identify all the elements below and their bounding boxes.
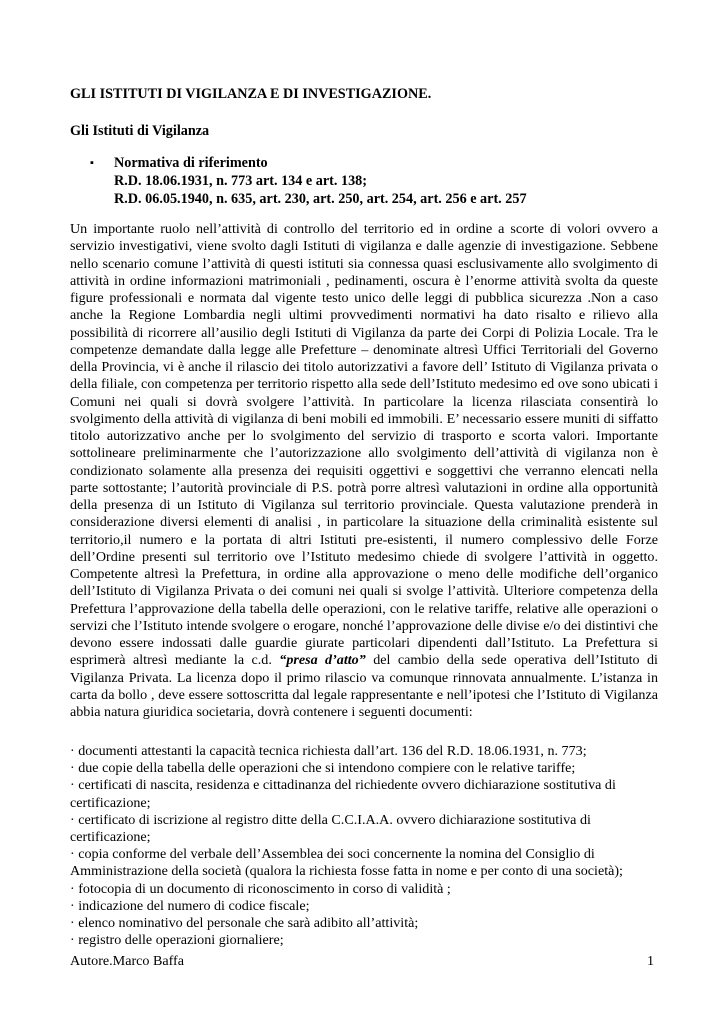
list-item: · due copie della tabella delle operazioni che si intendono compiere con le relative tariffe; [70,760,576,777]
square-bullet-icon: ▪ [90,157,94,169]
list-item: · registro delle operazioni giornaliere; [70,932,284,949]
normativa-block [70,154,660,208]
body-text-part: Un importante ruolo nell’attività di controllo del territorio ed in ordine a scorte di volori ovvero a servizio investigativi, viene svolto dagli Istituti di vigilanza e dalle agenzie di investigazione. Sebbene nello scenario comune l’attività di questi istituti sia connessa quasi esclusivamente allo svolgimento di attività in ordine informazioni matrimoniali , pedinamenti, oscura è l’enorme attività svolta da queste figure professionali e normata dal vigente testo unico delle leggi di pubblica sicurezza .Non a caso anche la Regione Lombardia negli ultimi provvedimenti normativi ha dato risalto e rilievo alla possibilità di ricorrere all’ausilio degli Istituti di Vigilanza da parte dei Corpi di Polizia Locale. Tra le competenze demandate dalla legge alle Prefetture – denominate altresì Uffici Territoriali del Governo della Provincia, vi è anche il rilascio dei titolo autorizzativi a favore dell’ Istituto di Vigilanza privata o della filiale, con competenza per territorio rispetto alla sede dell’Istituto medesimo ed ove sono ubicati i Comuni nei quali si dovrà svolgere l’attività. In particolare la licenza rilasciata consentirà lo svolgimento della attività di vigilanza di beni mobili ed immobili. E’ necessario essere muniti di siffatto titolo autorizzativo anche per lo svolgimento del servizio di trasporto e scorta valori. Importante sottolineare preliminarmente che l’autorizzazione allo svolgimento dell’attività di vigilanza non è condizionato solamente alla presenza dei requisiti oggettivi e soggettivi che verranno elencati nella parte sottostante; l’autorità provinciale di P.S. potrà porre altresì valutazioni in ordine alla opportunità della presenza di un Istituto di Vigilanza sul territorio provinciale. Questa valutazione prenderà in considerazione diversi elementi di analisi , in particolare la situazione della criminalità esistente sul territorio,il numero e la portata di altri Istituti pre-esistenti, il numero complessivo delle Forze dell’Ordine presenti sul territorio ove l’Istituto medesimo chiede di svolgere l’attività in oggetto. Competente altresì la Prefettura, in ordine alla approvazione o meno delle modifiche dell’organico dell’Istituto di Vigilanza Privata o dei comuni nei quali si svolge l’attività. Ulteriore competenza della Prefettura l’approvazione della tabella delle operazioni, con le relative tariffe, relative alle operazioni o servizi che l’Istituto intende svolgere o erogare, nonché l’approvazione delle divise e/o dei distintivi che devono essere indossati dalle guardie giurate particolari dipendenti dall’Istituto. La Prefettura si esprimerà altresì mediante la c.d. [70,221,658,669]
section-heading: Gli Istituti di Vigilanza [70,123,210,139]
list-item: · fotocopia di un documento di riconoscimento in corso di validità ; [70,880,451,897]
list-item: · documenti attestanti la capacità tecnica richiesta dall’art. 136 del R.D. 18.06.1931, n. 773; [70,743,587,759]
body-text-part: del cambio della sede operativa dell’Istituto di Vigilanza Privata. La licenza dopo il primo rilascio va comunque rinnovata annualmente. L’istanza in carta da bollo , deve essere sottoscritta dal legale rappresentante e nell’ipotesi che l’Istituto di Vigilanza abbia natura giuridica societaria, dovrà contenere i seguenti documenti: [70,652,658,720]
normativa-line: R.D. 18.06.1931, n. 773 art. 134 e art. 138; [114,173,367,189]
body-paragraph [70,221,658,721]
page-number: 1 [647,953,655,969]
documents-list [70,743,660,949]
emphasized-term: “presa d’atto” [279,652,366,669]
footer-author: Autore.Marco Baffa [70,953,185,969]
document-title: GLI ISTITUTI DI VIGILANZA E DI INVESTIGAZIONE. [70,86,432,102]
list-item: · elenco nominativo del personale che sarà adibito all’attività; [70,915,419,932]
list-item: · certificati di nascita, residenza e cittadinanza del richiedente ovvero dichiarazione sostitutiva di certificazione; [70,777,616,811]
list-item: · indicazione del numero di codice fiscale; [70,897,310,914]
list-item: · copia conforme del verbale dell’Assemblea dei soci concernente la nomina del Consiglio di Amministrazione della società (qualora la richiesta fosse fatta in nome e per conto di una società); [70,846,623,880]
normativa-line: R.D. 06.05.1940, n. 635, art. 230, art. 250, art. 254, art. 256 e art. 257 [114,191,527,207]
normativa-heading: Normativa di riferimento [114,155,268,171]
list-item: · certificato di iscrizione al registro ditte della C.C.I.A.A. ovvero dichiarazione sostitutiva di certificazione; [70,811,591,846]
